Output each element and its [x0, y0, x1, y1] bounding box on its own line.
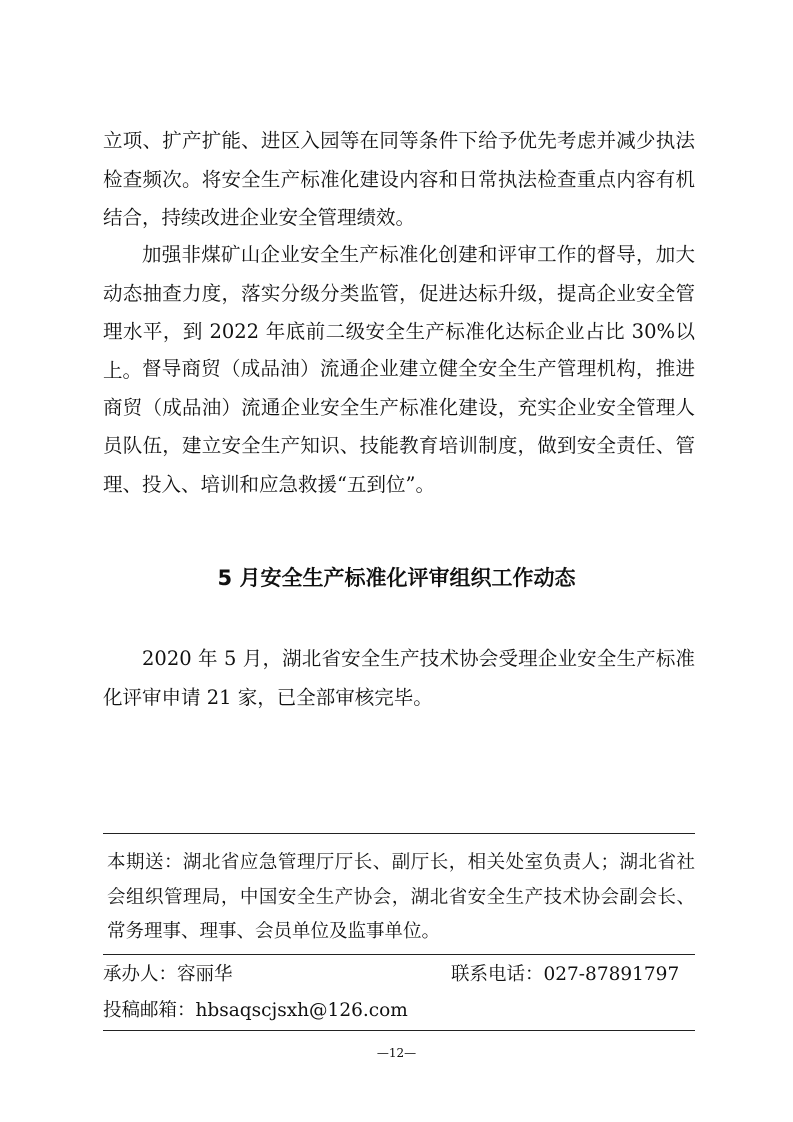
- distribution-list: 本期送：湖北省应急管理厅厅长、副厅长，相关处室负责人；湖北省社会组织管理局，中国安全生产协会，湖北省安全生产技术协会副会长、常务理事、理事、会员单位及监事单位。: [107, 852, 695, 942]
- contact-person: 承办人：容丽华: [103, 964, 233, 985]
- contact-row: [103, 960, 695, 986]
- footer-middle-rule: [103, 954, 695, 955]
- section-title: 5 月安全生产标准化评审组织工作动态: [217, 566, 576, 590]
- footer-top-rule: [103, 833, 695, 834]
- contact-phone: 联系电话：027-87891797: [451, 964, 680, 985]
- submission-email: 投稿邮箱：hbsaqscjsxh@126.com: [103, 1000, 408, 1021]
- body-paragraph-non-coal-mines: 加强非煤矿山企业安全生产标准化创建和评审工作的督导，加大动态抽查力度，落实分级分类监管，促进达标升级，提高企业安全管理水平，到 2022 年底前二级安全生产标准化达标企业占比 30%以上。: [103, 243, 695, 382]
- footer-bottom-rule: [103, 1030, 695, 1031]
- section-paragraph: 2020 年 5 月，湖北省安全生产技术协会受理企业安全生产标准化评审申请 21 家，已全部审核完毕。: [103, 647, 695, 709]
- page-number: —12—: [376, 1046, 417, 1060]
- body-paragraph-continued: 立项、扩产扩能、进区入园等在同等条件下给予优先考虑并减少执法检查频次。将安全生产标准化建设内容和日常执法检查重点内容有机结合，持续改进企业安全管理绩效。: [103, 129, 695, 229]
- email-row: [103, 996, 695, 1022]
- body-paragraph-commerce: 督导商贸（成品油）流通企业建立健全安全生产管理机构，推进商贸（成品油）流通企业安全生产标准化建设，充实企业安全管理人员队伍，建立安全生产知识、技能教育培训制度，做到安全责任、管理、投入、培训和应急救援“五到位”。: [103, 357, 695, 496]
